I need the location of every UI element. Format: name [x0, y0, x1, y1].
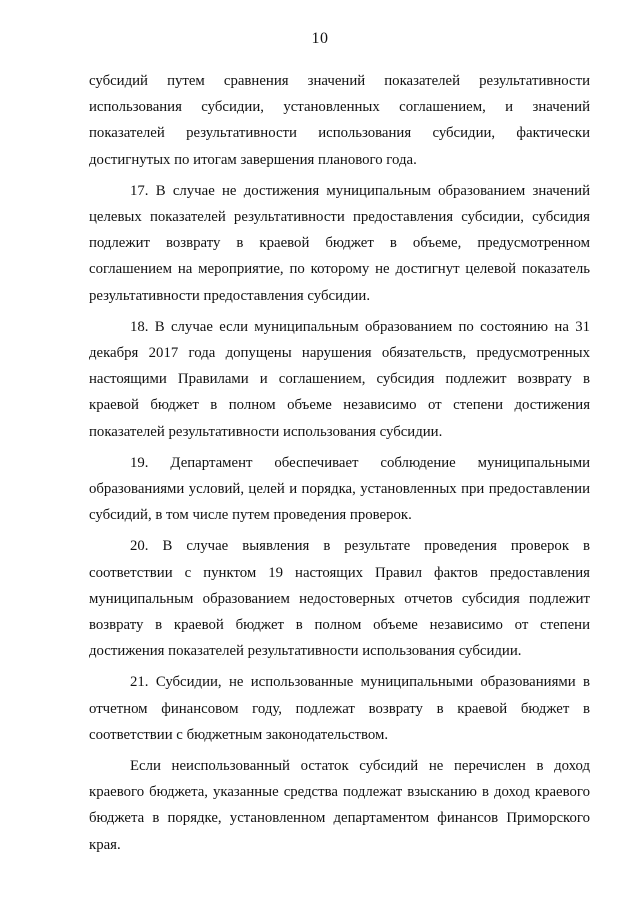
paragraph-17: 17. В случае не достижения муниципальным образованием значений целевых показателей результативности предоставления субсидии, субсидия подлежит возврату в краевой бюджет в объеме, предусмотренном соглашением на мероприятие, по которому не достигнут целевой показатель результативности предоставления субсидии. [89, 182, 590, 304]
paragraph-20: 20. В случае выявления в результате проведения проверок в соответствии с пунктом 19 настоящих Правил фактов предоставления муниципальным образованием недостоверных отчетов субсидия подлежит возврату в краевой бюджет в полном объеме независимо от степени достижения показателей результативности использования субсидии. [89, 538, 590, 660]
page-number: 10 [311, 30, 329, 47]
paragraph-remaining-balance: Если неиспользованный остаток субсидий не перечислен в доход краевого бюджета, указанные средства подлежат взысканию в доход краевого бюджета в порядке, установленном департаментом финансов Приморского края. [89, 758, 590, 853]
paragraph-18: 18. В случае если муниципальным образованием по состоянию на 31 декабря 2017 года допущены нарушения обязательств, предусмотренных настоящими Правилами и соглашением, субсидия подлежит возврату в краевой бюджет в полном объеме независимо от степени достижения показателей результативности использования субсидии. [89, 318, 590, 440]
paragraph-21: 21. Субсидии, не использованные муниципальными образованиями в отчетном финансовом году, подлежат возврату в краевой бюджет в соответствии с бюджетным законодательством. [89, 674, 590, 743]
document-body [89, 68, 590, 863]
paragraph-continuation: субсидий путем сравнения значений показателей результативности использования субсидии, установленных соглашением, и значений показателей результативности использования субсидии, фактически достигнутых по итогам завершения планового года. [89, 73, 590, 168]
paragraph-19: 19. Департамент обеспечивает соблюдение муниципальными образованиями условий, целей и порядка, установленных при предоставлении субсидий, в том числе путем проведения проверок. [89, 454, 590, 524]
